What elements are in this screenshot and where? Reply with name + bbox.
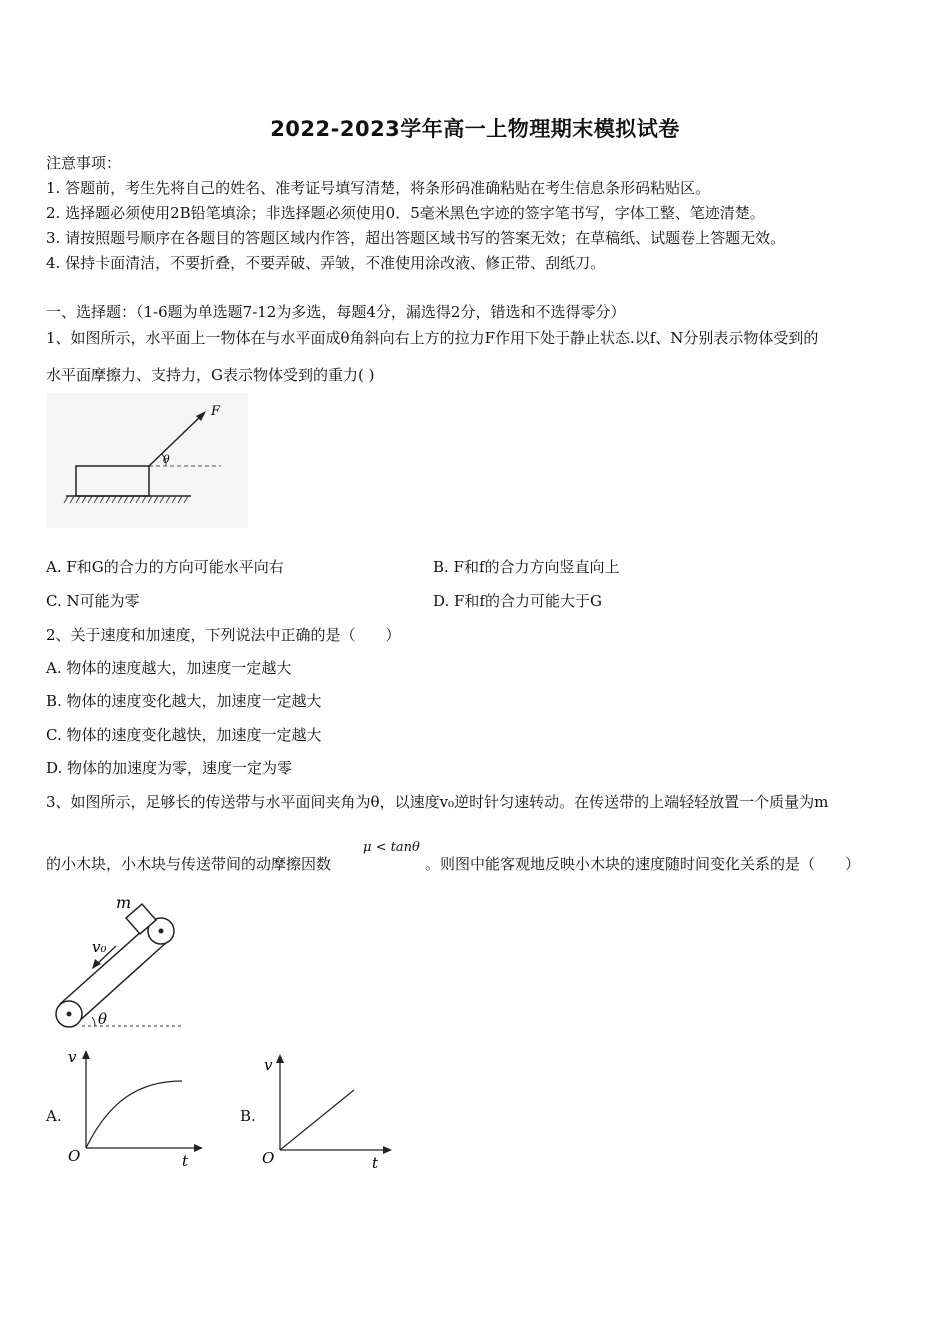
force-label: F <box>211 404 221 419</box>
q3-stem-line2-end: 。则图中能客观地反映小木块的速度随时间变化关系的是（ ） <box>425 855 861 873</box>
mass-label: m <box>116 893 132 912</box>
q3-stem-line2-start: 的小木块，小木块与传送带间的动摩擦因数 <box>46 855 332 873</box>
q2-option-c: C. 物体的速度变化越快，加速度一定越大 <box>46 726 322 744</box>
angle-label: θ <box>163 453 170 466</box>
y-axis-label: v <box>68 1048 77 1066</box>
q2-option-a: A. 物体的速度越大，加速度一定越大 <box>46 659 292 677</box>
belt-angle-label: θ <box>98 1010 108 1028</box>
q1-stem-line2: 水平面摩擦力、支持力，G表示物体受到的重力( ) <box>46 366 375 384</box>
friction-inequality: μ < tanθ <box>363 840 420 855</box>
velocity-label: v₀ <box>92 938 107 956</box>
q3-stem-line1: 3、如图所示，足够长的传送带与水平面间夹角为θ，以速度v₀逆时针匀速转动。在传送带的上端轻轻放置一个质量为m <box>46 793 829 811</box>
graph-a[interactable] <box>64 1046 204 1171</box>
x-axis-label: t <box>372 1154 379 1172</box>
graph-a-option-label: A. <box>46 1107 62 1125</box>
x-axis-arrowhead <box>194 1144 203 1152</box>
belt-upper-side <box>60 922 152 1004</box>
graph-b[interactable] <box>258 1050 393 1175</box>
belt-lower-side <box>77 941 168 1023</box>
origin-label: O <box>68 1147 81 1165</box>
velocity-curve <box>86 1081 182 1148</box>
q1-force-diagram <box>46 393 248 528</box>
y-axis-arrowhead <box>82 1050 90 1059</box>
velocity-arrowhead <box>92 959 101 969</box>
y-axis-arrowhead <box>276 1054 284 1063</box>
belt-angle-arc <box>92 1017 95 1026</box>
origin-label: O <box>262 1149 275 1167</box>
x-axis-label: t <box>182 1152 189 1170</box>
upper-pulley-axle <box>159 929 164 934</box>
q1-option-c: C. N可能为零 <box>46 592 140 610</box>
lower-pulley-axle <box>67 1012 72 1017</box>
q3-conveyor-diagram <box>46 890 191 1030</box>
y-axis-label: v <box>264 1056 273 1074</box>
notice-item-4: 4. 保持卡面清洁，不要折叠，不要弄破、弄皱，不准使用涂改液、修正带、刮纸刀。 <box>46 254 606 272</box>
q2-option-d: D. 物体的加速度为零，速度一定为零 <box>46 759 293 777</box>
q1-option-b: B. F和f的合力方向竖直向上 <box>433 558 620 576</box>
notice-heading: 注意事项： <box>46 154 122 172</box>
x-axis-arrowhead <box>383 1146 392 1154</box>
exam-title: 2022-2023学年高一上物理期末模拟试卷 <box>270 117 680 141</box>
velocity-line <box>280 1090 354 1150</box>
notice-item-2: 2. 选择题必须使用2B铅笔填涂；非选择题必须使用0．5毫米黑色字迹的签字笔书写，字体工整、笔迹清楚。 <box>46 204 765 222</box>
q2-option-b: B. 物体的速度变化越大，加速度一定越大 <box>46 692 322 710</box>
q1-option-d: D. F和f的合力可能大于G <box>433 592 602 610</box>
notice-item-1: 1. 答题前，考生先将自己的姓名、准考证号填写清楚，将条形码准确粘贴在考生信息条形码粘贴区。 <box>46 179 711 197</box>
section-heading: 一、选择题：（1-6题为单选题7-12为多选，每题4分，漏选得2分，错选和不选得零分） <box>46 303 626 321</box>
graph-b-option-label: B. <box>240 1107 256 1125</box>
notice-item-3: 3. 请按照题号顺序在各题目的答题区域内作答，超出答题区域书写的答案无效；在草稿纸、试题卷上答题无效。 <box>46 229 786 247</box>
q2-stem: 2、关于速度和加速度，下列说法中正确的是（ ） <box>46 626 401 644</box>
q1-stem-line1: 1、如图所示，水平面上一物体在与水平面成θ角斜向右上方的拉力F作用下处于静止状态.以f、N分别表示物体受到的 <box>46 329 819 347</box>
q1-option-a: A. F和G的合力的方向可能水平向右 <box>46 558 284 576</box>
